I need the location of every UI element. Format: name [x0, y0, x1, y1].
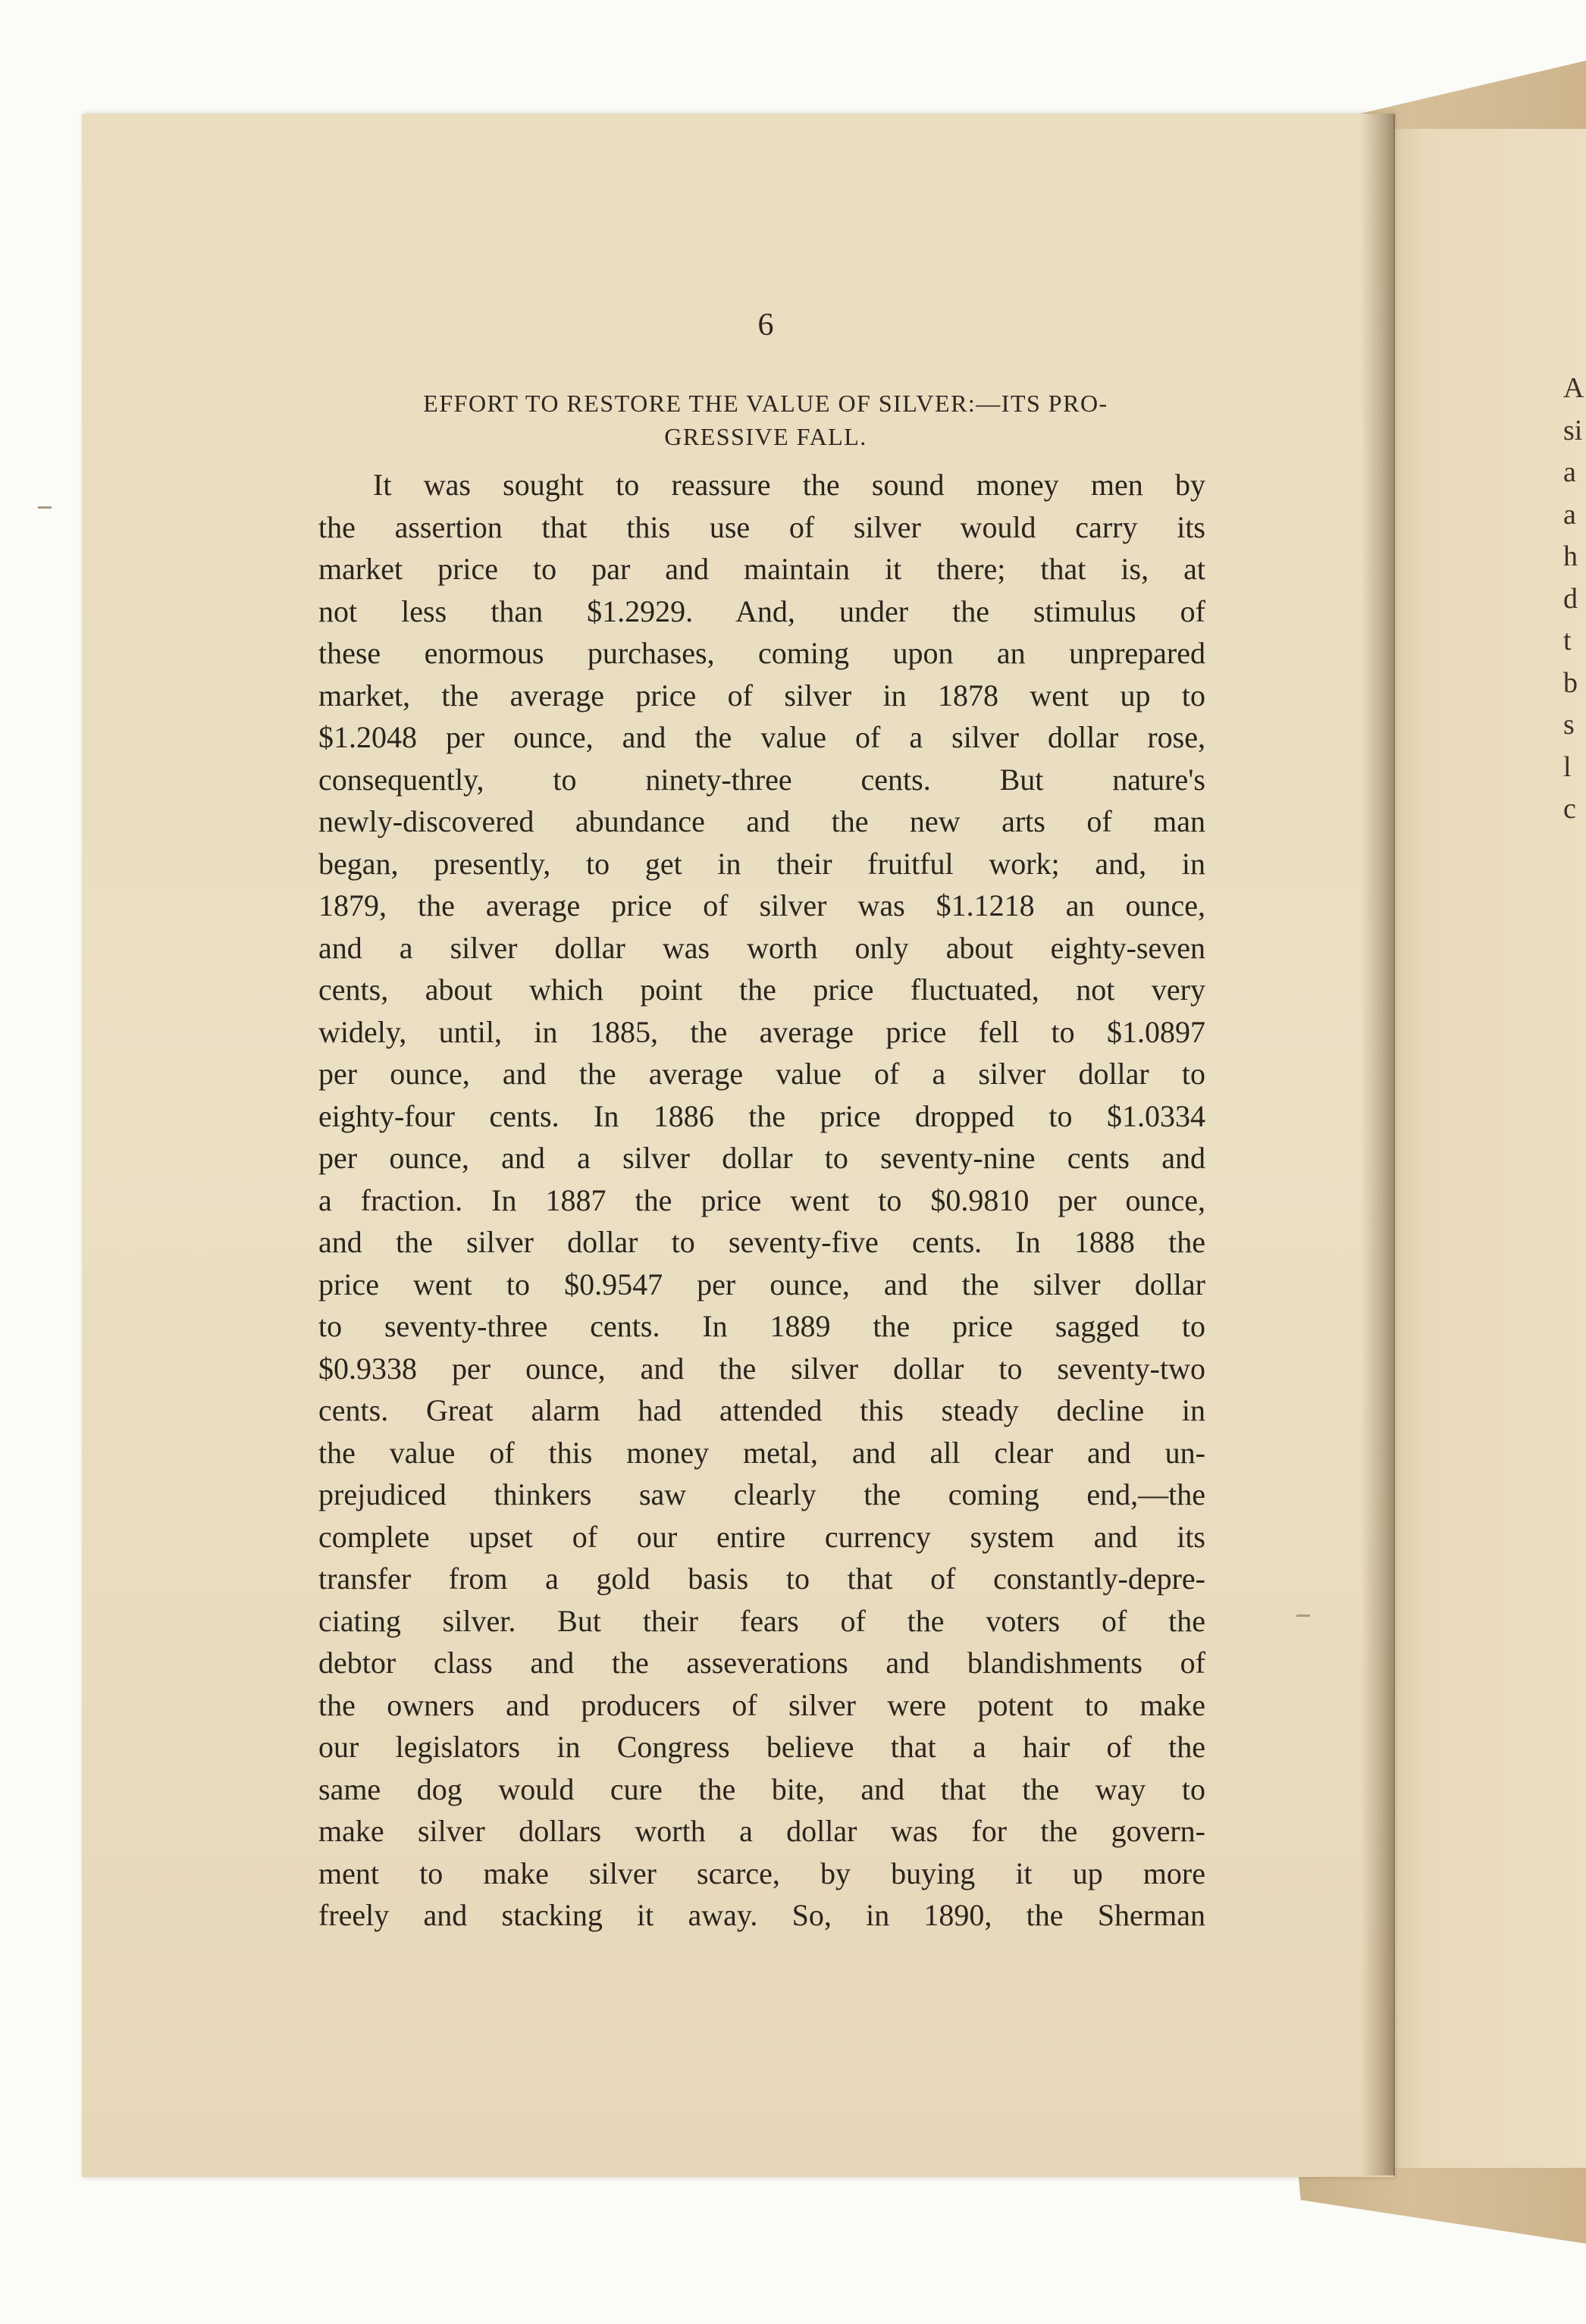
text-line: [318, 1389, 1205, 1432]
text-line: [318, 927, 1205, 969]
text-line: [318, 464, 1205, 506]
text-line: [318, 675, 1205, 717]
edge-letter: h: [1563, 540, 1578, 572]
text-line-content: market price to par and maintain it there; that is, at: [318, 552, 1205, 586]
text-line-content: $1.2048 per ounce, and the value of a silver dollar rose,: [318, 720, 1205, 754]
text-line-content: our legislators in Congress believe that a hair of the: [318, 1730, 1205, 1764]
text-line: [318, 1642, 1205, 1684]
text-line-content: prejudiced thinkers saw clearly the coming end,—the: [318, 1477, 1205, 1511]
text-line: [318, 1894, 1205, 1937]
text-line-content: freely and stacking it away. So, in 1890, the Sherman: [318, 1898, 1205, 1932]
text-line: [318, 1432, 1205, 1474]
text-line-content: to seventy-three cents. In 1889 the price sagged to: [318, 1309, 1205, 1343]
edge-letter: si: [1563, 414, 1583, 446]
text-line: [318, 1768, 1205, 1811]
text-line-content: same dog would cure the bite, and that the way to: [318, 1771, 1205, 1806]
text-line-content: newly-discovered abundance and the new arts of man: [318, 804, 1205, 838]
edge-letter: d: [1563, 582, 1578, 615]
text-line: [318, 506, 1205, 549]
text-line-content: the assertion that this use of silver would carry its: [318, 509, 1205, 544]
text-line: [318, 1853, 1205, 1895]
text-line-content: ment to make silver scarce, by buying it up more: [318, 1856, 1205, 1890]
margin-mark: [38, 506, 52, 509]
text-line: [318, 1516, 1205, 1558]
text-line-content: make silver dollars worth a dollar was for the govern-: [318, 1814, 1205, 1848]
text-line-content: complete upset of our entire currency system and its: [318, 1519, 1205, 1554]
heading-line: EFFORT TO RESTORE THE VALUE OF SILVER:—ITS PRO-: [423, 390, 1108, 417]
facing-page-text-edge: [1563, 368, 1586, 831]
page-number: 6: [757, 308, 774, 343]
text-line-content: cents, about which point the price fluctuated, not very: [318, 973, 1205, 1007]
page-gutter-shadow: [1361, 114, 1395, 2175]
text-line-content: not less than $1.2929. And, under the stimulus of: [318, 594, 1205, 628]
text-line: [318, 1558, 1205, 1600]
text-line-content: market, the average price of silver in 1878 went up to: [318, 678, 1205, 713]
text-line-content: and a silver dollar was worth only about eighty-seven: [318, 930, 1205, 965]
text-line: [318, 1264, 1205, 1306]
edge-letter: s: [1563, 709, 1575, 741]
text-line: [318, 632, 1205, 675]
text-line-content: began, presently, to get in their fruitful work; and, in: [318, 846, 1205, 881]
section-heading: [318, 387, 1213, 453]
edge-letter: a: [1563, 498, 1576, 531]
text-line-content: per ounce, and the average value of a silver dollar to: [318, 1057, 1205, 1091]
text-line: [318, 1095, 1205, 1138]
text-line-content: transfer from a gold basis to that of constantly-depre-: [318, 1561, 1205, 1596]
heading-line: GRESSIVE FALL.: [664, 423, 867, 450]
text-line: [318, 1011, 1205, 1054]
text-line: [318, 548, 1205, 590]
text-line-content: debtor class and the asseverations and blandishments of: [318, 1646, 1205, 1680]
text-line: [318, 1726, 1205, 1768]
facing-page: [1384, 129, 1586, 2168]
edge-letter: A: [1563, 372, 1584, 404]
text-line: [318, 759, 1205, 801]
text-line: [318, 1221, 1205, 1264]
text-line-content: the owners and producers of silver were potent to make: [318, 1687, 1205, 1722]
text-line-content: price went to $0.9547 per ounce, and the silver dollar: [318, 1267, 1205, 1301]
text-line: [318, 1137, 1205, 1179]
text-line: [318, 1474, 1205, 1516]
edge-letter: l: [1563, 750, 1572, 783]
text-line-content: and the silver dollar to seventy-five cents. In 1888 the: [318, 1225, 1205, 1259]
text-line-content: 1879, the average price of silver was $1.1218 an ounce,: [318, 888, 1205, 922]
text-line-content: per ounce, and a silver dollar to seventy-nine cents and: [318, 1141, 1205, 1175]
text-line: [318, 843, 1205, 885]
text-line: [318, 969, 1205, 1011]
text-line-content: the value of this money metal, and all clear and un-: [318, 1435, 1205, 1470]
margin-mark: [1296, 1615, 1310, 1617]
text-line: [318, 800, 1205, 843]
text-line: [318, 716, 1205, 759]
text-line: [318, 1053, 1205, 1095]
edge-letter: a: [1563, 456, 1576, 488]
edge-letter: c: [1563, 793, 1576, 825]
text-line: [318, 1684, 1205, 1727]
text-line-content: It was sought to reassure the sound money men by: [373, 468, 1205, 502]
edge-letter: b: [1563, 666, 1578, 699]
text-line-content: these enormous purchases, coming upon an unprepared: [318, 636, 1205, 670]
edge-letter: t: [1563, 625, 1572, 656]
text-line-content: widely, until, in 1885, the average price fell to $1.0897: [318, 1014, 1205, 1049]
text-line: [318, 1348, 1205, 1390]
text-line: [318, 1810, 1205, 1853]
text-line-content: cents. Great alarm had attended this steady decline in: [318, 1393, 1205, 1427]
text-line: [318, 590, 1205, 633]
text-line-content: a fraction. In 1887 the price went to $0.9810 per ounce,: [318, 1182, 1205, 1217]
text-line: [318, 1600, 1205, 1643]
text-line-content: ciating silver. But their fears of the voters of the: [318, 1603, 1205, 1638]
body-paragraph: [318, 464, 1205, 1937]
text-line: [318, 1179, 1205, 1222]
text-line: [318, 1305, 1205, 1348]
text-line: [318, 885, 1205, 927]
text-line-content: consequently, to ninety-three cents. But nature's: [318, 762, 1205, 797]
text-line-content: eighty-four cents. In 1886 the price dropped to $1.0334: [318, 1098, 1205, 1133]
text-line-content: $0.9338 per ounce, and the silver dollar to seventy-two: [318, 1351, 1205, 1386]
